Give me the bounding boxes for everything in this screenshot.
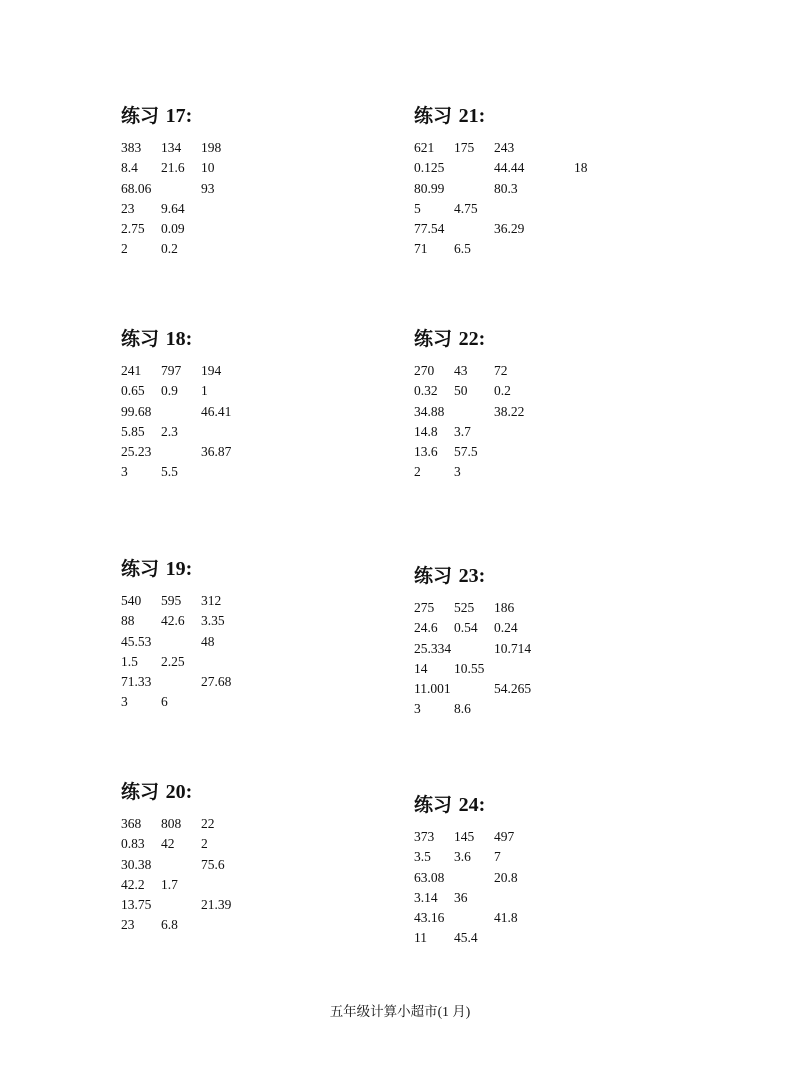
answer-value: 3.14: [414, 889, 438, 905]
answer-value: 3.5: [414, 849, 431, 865]
exercise-title-prefix: 练习: [121, 781, 160, 803]
answer-row: [121, 632, 281, 652]
exercise-title-prefix: 练习: [121, 105, 160, 127]
answer-value: 68.06: [121, 180, 152, 196]
answer-value: 57.5: [454, 444, 478, 460]
answer-row: [414, 239, 614, 259]
exercise-title: [121, 557, 281, 581]
answer-value: 270: [414, 363, 435, 378]
answer-value: 27.68: [201, 674, 232, 690]
answer-value: 72: [494, 363, 508, 378]
answer-value: 34.88: [414, 403, 445, 419]
exercise-title-number: 19:: [165, 558, 193, 580]
exercise-title-number: 17:: [165, 105, 193, 127]
exercise-title-prefix: 练习: [121, 558, 160, 580]
answer-rows: [121, 591, 281, 713]
answer-value: 2.75: [121, 221, 145, 237]
answer-value: 175: [454, 140, 475, 155]
answer-value: 368: [121, 816, 142, 831]
answer-value: 6.8: [161, 917, 178, 933]
answer-value: 30.38: [121, 856, 152, 872]
answer-value: 0.54: [454, 620, 478, 636]
answer-row: [121, 611, 281, 631]
answer-value: 0.32: [414, 383, 438, 399]
answer-value: 13.6: [414, 444, 438, 460]
answer-value: 88: [121, 613, 135, 629]
answer-row: [121, 381, 281, 401]
answer-row: [414, 659, 574, 679]
answer-value: 25.334: [414, 640, 452, 656]
answer-value: 3: [121, 694, 128, 710]
answer-value: 13.75: [121, 897, 152, 913]
exercise-title: [414, 793, 534, 817]
answer-value: 186: [494, 600, 515, 615]
answer-rows: [414, 598, 574, 720]
answer-value: 20.8: [494, 869, 518, 885]
answer-value: 8.4: [121, 160, 138, 176]
answer-row: [121, 422, 281, 442]
answer-value: 0.9: [161, 383, 178, 399]
answer-value: 36.29: [494, 221, 525, 237]
answer-value: 3: [454, 464, 461, 480]
answer-value: 8.6: [454, 701, 471, 717]
answer-value: 44.44: [494, 160, 525, 176]
answer-row: [121, 442, 281, 462]
answer-row: [414, 138, 614, 158]
answer-row: [121, 652, 281, 672]
answer-row: [414, 618, 574, 638]
answer-value: 6.5: [454, 241, 471, 257]
exercise-title-number: 24:: [458, 794, 486, 816]
exercise-title-number: 22:: [458, 328, 486, 350]
answer-value: 45.4: [454, 930, 478, 946]
exercise-title: [121, 104, 241, 128]
exercise-title-prefix: 练习: [121, 328, 160, 350]
page-footer: 五年级计算小超市(1 月): [329, 1004, 471, 1019]
answer-value: 11.001: [414, 681, 451, 697]
answer-value: 808: [161, 816, 182, 831]
answer-row: [121, 855, 281, 875]
answer-row: [121, 814, 281, 834]
answer-row: [414, 908, 534, 928]
exercise-block: [121, 104, 241, 260]
answer-value: 1.7: [161, 876, 178, 892]
answer-value: 4.75: [454, 200, 478, 216]
answer-row: [414, 219, 614, 239]
answer-value: 36: [454, 889, 468, 905]
answer-value: 0.2: [494, 383, 511, 399]
answer-value: 797: [161, 363, 182, 378]
answer-value: 2: [121, 241, 128, 257]
answer-value: 497: [494, 829, 515, 844]
exercise-title-number: 23:: [458, 565, 486, 587]
answer-value: 373: [414, 829, 435, 844]
answer-rows: [121, 138, 241, 260]
answer-value: 71.33: [121, 674, 152, 690]
exercise-block: [414, 104, 614, 260]
answer-value: 5: [414, 200, 421, 216]
answer-value: 93: [201, 180, 215, 196]
answer-value: 0.09: [161, 221, 185, 237]
answer-row: [414, 928, 534, 948]
answer-row: [414, 158, 614, 178]
exercise-title-prefix: 练习: [414, 105, 453, 127]
exercise-block: [121, 780, 281, 936]
answer-row: [121, 834, 281, 854]
answer-value: 0.83: [121, 836, 145, 852]
exercise-title-prefix: 练习: [414, 794, 453, 816]
answer-value: 10.714: [494, 640, 532, 656]
answer-value: 14.8: [414, 423, 438, 439]
answer-row: [121, 239, 241, 259]
answer-row: [121, 199, 241, 219]
answer-value: 2.3: [161, 423, 178, 439]
answer-value: 134: [161, 140, 182, 155]
exercise-title-number: 21:: [458, 105, 486, 127]
answer-value: 145: [454, 829, 475, 844]
answer-row: [414, 402, 574, 422]
answer-value: 525: [454, 600, 475, 615]
answer-value: 1: [201, 383, 208, 399]
answer-value: 0.65: [121, 383, 145, 399]
answer-row: [414, 679, 574, 699]
answer-value: 2.25: [161, 653, 185, 669]
answer-value: 10: [201, 160, 215, 176]
exercise-block: [414, 327, 574, 483]
exercise-block: [414, 564, 574, 720]
answer-value: 241: [121, 363, 142, 378]
answer-value: 7: [494, 849, 501, 865]
answer-value: 23: [121, 200, 135, 216]
answer-value: 3: [414, 701, 421, 717]
exercise-block: [414, 793, 534, 949]
answer-rows: [414, 361, 574, 483]
answer-value: 3.35: [201, 613, 225, 629]
answer-value: 63.08: [414, 869, 445, 885]
exercise-title-number: 18:: [165, 328, 193, 350]
answer-value: 11: [414, 930, 427, 946]
answer-value: 43.16: [414, 910, 445, 926]
answer-value: 5.85: [121, 423, 145, 439]
answer-row: [121, 219, 241, 239]
answer-value: 312: [201, 593, 222, 608]
answer-row: [121, 591, 281, 611]
exercise-title: [414, 327, 574, 351]
answer-value: 383: [121, 140, 142, 155]
answer-row: [121, 875, 281, 895]
answer-row: [121, 179, 241, 199]
answer-value: 14: [414, 660, 428, 676]
exercise-title: [414, 104, 614, 128]
answer-value: 77.54: [414, 221, 445, 237]
exercise-title: [121, 780, 281, 804]
exercise-title: [121, 327, 281, 351]
answer-row: [414, 199, 614, 219]
answer-row: [121, 672, 281, 692]
answer-row: [414, 699, 574, 719]
answer-value: 21.39: [201, 897, 232, 913]
answer-rows: [121, 361, 281, 483]
answer-row: [414, 888, 534, 908]
answer-row: [414, 639, 574, 659]
answer-row: [121, 915, 281, 935]
answer-row: [121, 895, 281, 915]
answer-value: 6: [161, 694, 168, 710]
answer-value: 198: [201, 140, 222, 155]
exercise-title-prefix: 练习: [414, 328, 453, 350]
answer-value: 22: [201, 816, 215, 831]
exercise-block: [121, 557, 281, 713]
answer-value: 9.64: [161, 200, 185, 216]
answer-row: [121, 361, 281, 381]
answer-row: [121, 158, 241, 178]
answer-value: 1.5: [121, 653, 138, 669]
answer-value: 0.125: [414, 160, 445, 176]
answer-value: 80.3: [494, 180, 518, 196]
answer-value: 2: [201, 836, 208, 852]
exercise-block: [121, 327, 281, 483]
answer-value: 36.87: [201, 444, 232, 460]
answer-value: 80.99: [414, 180, 445, 196]
answer-value: 48: [201, 633, 215, 649]
answer-row: [121, 402, 281, 422]
answer-value: 41.8: [494, 910, 518, 926]
answer-row: [121, 462, 281, 482]
answer-value: 18: [574, 160, 588, 176]
answer-row: [414, 442, 574, 462]
answer-value: 275: [414, 600, 435, 615]
answer-value: 2: [414, 464, 421, 480]
answer-row: [414, 361, 574, 381]
answer-value: 43: [454, 363, 468, 378]
answer-value: 621: [414, 140, 435, 155]
answer-value: 3.6: [454, 849, 471, 865]
answer-value: 595: [161, 593, 182, 608]
answer-value: 42.2: [121, 876, 145, 892]
answer-value: 194: [201, 363, 222, 378]
answer-value: 10.55: [454, 660, 485, 676]
answer-row: [414, 179, 614, 199]
answer-value: 54.265: [494, 681, 532, 697]
answer-value: 0.24: [494, 620, 518, 636]
answer-value: 540: [121, 593, 142, 608]
answer-rows: [414, 138, 614, 260]
answer-value: 71: [414, 241, 428, 257]
answer-value: 3: [121, 464, 128, 480]
answer-row: [121, 138, 241, 158]
answer-row: [414, 381, 574, 401]
exercise-title: [414, 564, 574, 588]
answer-value: 99.68: [121, 403, 152, 419]
answer-value: 5.5: [161, 464, 178, 480]
answer-row: [414, 462, 574, 482]
answer-rows: [121, 814, 281, 936]
answer-row: [414, 847, 534, 867]
answer-value: 50: [454, 383, 468, 399]
answer-row: [414, 422, 574, 442]
exercise-title-number: 20:: [165, 781, 193, 803]
exercise-title-prefix: 练习: [414, 565, 453, 587]
answer-value: 23: [121, 917, 135, 933]
answer-row: [414, 868, 534, 888]
answer-value: 21.6: [161, 160, 185, 176]
answer-value: 46.41: [201, 403, 232, 419]
answer-value: 243: [494, 140, 515, 155]
answer-value: 3.7: [454, 423, 471, 439]
answer-value: 42.6: [161, 613, 185, 629]
answer-row: [414, 827, 534, 847]
answer-value: 0.2: [161, 241, 178, 257]
answer-value: 24.6: [414, 620, 438, 636]
answer-value: 45.53: [121, 633, 152, 649]
answer-value: 38.22: [494, 403, 525, 419]
answer-row: [414, 598, 574, 618]
answer-value: 75.6: [201, 856, 225, 872]
answer-row: [121, 692, 281, 712]
answer-value: 25.23: [121, 444, 152, 460]
answer-value: 42: [161, 836, 175, 852]
answer-rows: [414, 827, 534, 949]
